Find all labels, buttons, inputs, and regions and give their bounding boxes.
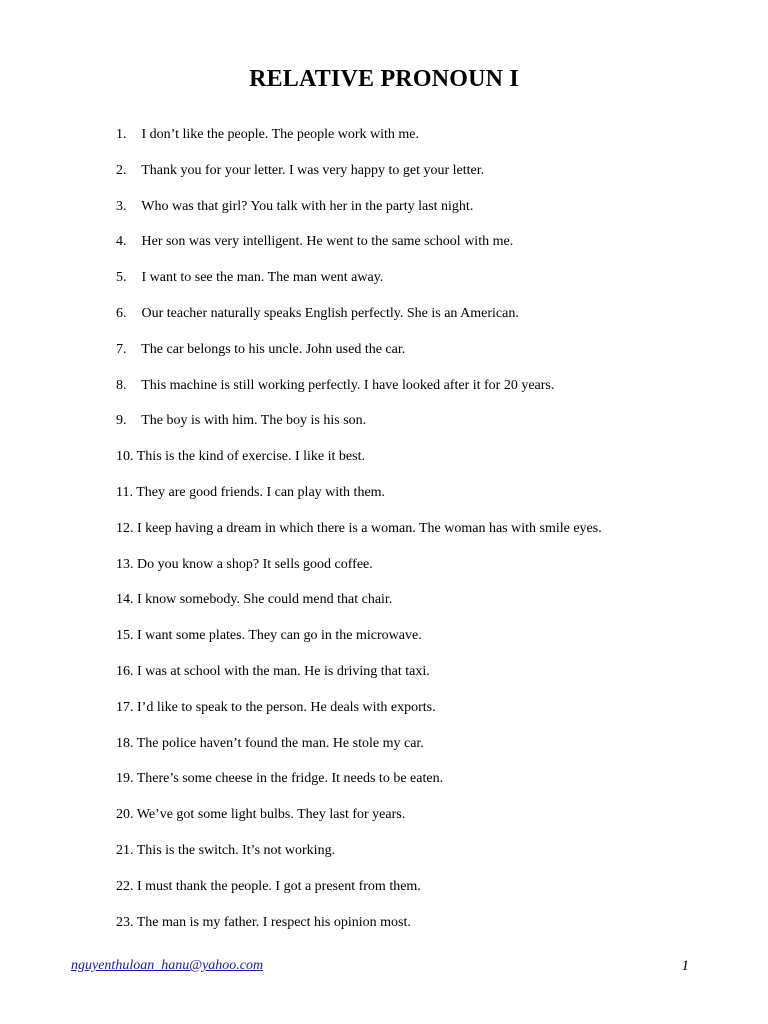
item-number: 5. — [116, 270, 127, 286]
item-number: 12. — [116, 520, 134, 536]
list-item — [116, 162, 602, 198]
item-text: This is the switch. It’s not working. — [136, 842, 336, 858]
list-item — [116, 520, 602, 556]
item-number: 2. — [116, 162, 127, 178]
item-text: I want some plates. They can go in the microwave. — [137, 628, 422, 644]
item-text: Our teacher naturally speaks English perfectly. She is an American. — [141, 305, 519, 321]
item-text: The police haven’t found the man. He stole my car. — [136, 735, 424, 751]
item-text: This is the kind of exercise. I like it best. — [136, 449, 365, 465]
item-number: 23. — [116, 914, 134, 930]
item-number: 14. — [116, 592, 134, 608]
item-number: 16. — [116, 663, 134, 679]
item-number: 6. — [116, 305, 127, 321]
item-number: 19. — [116, 771, 134, 787]
list-item — [116, 699, 602, 735]
item-number: 8. — [116, 377, 127, 393]
list-item — [116, 914, 602, 950]
list-item — [116, 412, 602, 448]
list-item — [116, 233, 602, 269]
list-item — [116, 663, 602, 699]
item-text: The car belongs to his uncle. John used the car. — [141, 341, 406, 357]
item-text: The boy is with him. The boy is his son. — [141, 413, 367, 429]
item-text: I don’t like the people. The people work with me. — [141, 127, 419, 142]
item-text: They are good friends. I can play with them. — [136, 484, 386, 500]
item-number: 7. — [116, 341, 127, 357]
list-item — [116, 806, 602, 842]
item-text: I want to see the man. The man went away. — [141, 270, 384, 286]
item-text: Thank you for your letter. I was very happy to get your letter. — [141, 162, 485, 178]
item-number: 20. — [116, 807, 134, 823]
list-item — [116, 126, 602, 162]
list-item — [116, 770, 602, 806]
exercise-list — [116, 126, 602, 949]
item-text: We’ve got some light bulbs. They last for years. — [136, 807, 406, 823]
item-number: 11. — [116, 484, 133, 500]
item-number: 3. — [116, 198, 127, 214]
item-number: 13. — [116, 556, 134, 572]
item-number: 10. — [116, 449, 134, 465]
item-text: The man is my father. I respect his opinion most. — [136, 914, 411, 930]
list-item — [116, 341, 602, 377]
item-text: I keep having a dream in which there is a woman. The woman has with smile eyes. — [137, 520, 602, 536]
item-text: This machine is still working perfectly. I have looked after it for 20 years. — [141, 377, 555, 393]
page-footer — [71, 958, 691, 980]
item-number: 18. — [116, 735, 134, 751]
list-item — [116, 627, 602, 663]
item-text: Do you know a shop? It sells good coffee. — [137, 556, 373, 572]
list-item — [116, 305, 602, 341]
item-number: 21. — [116, 842, 134, 858]
list-item — [116, 591, 602, 627]
list-item — [116, 484, 602, 520]
list-item — [116, 198, 602, 234]
item-text: I was at school with the man. He is driving that taxi. — [137, 663, 430, 679]
list-item — [116, 269, 602, 305]
page-number: 1 — [681, 958, 689, 974]
item-text: I must thank the people. I got a present from them. — [137, 878, 421, 894]
item-number: 4. — [116, 234, 127, 250]
item-number: 9. — [116, 413, 127, 429]
item-number: 22. — [116, 878, 134, 894]
item-text: Her son was very intelligent. He went to the same school with me. — [141, 234, 514, 250]
item-text: Who was that girl? You talk with her in the party last night. — [141, 198, 474, 214]
item-text: I’d like to speak to the person. He deals with exports. — [137, 699, 436, 715]
item-text: I know somebody. She could mend that chair. — [137, 592, 393, 608]
list-item — [116, 556, 602, 592]
item-text: There’s some cheese in the fridge. It needs to be eaten. — [136, 771, 444, 787]
page-title: RELATIVE PRONOUN I — [249, 66, 519, 93]
list-item — [116, 448, 602, 484]
item-number: 17. — [116, 699, 134, 715]
item-number: 15. — [116, 628, 134, 644]
list-item — [116, 377, 602, 413]
item-number: 1. — [116, 127, 127, 142]
list-item — [116, 878, 602, 914]
footer-email-link[interactable]: nguyenthuloan_hanu@yahoo.com — [71, 958, 264, 973]
list-item — [116, 842, 602, 878]
list-item — [116, 735, 602, 771]
